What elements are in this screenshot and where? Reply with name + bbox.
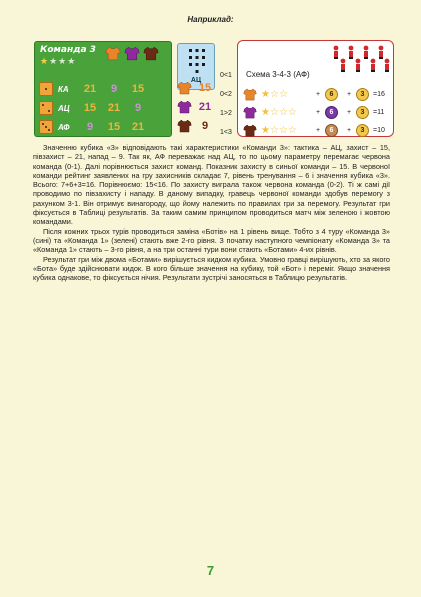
row-result: =11 <box>373 109 385 116</box>
stat-value: 15 <box>83 102 97 114</box>
brown-shirt-icon <box>243 124 257 137</box>
team-shirts <box>105 46 159 61</box>
scheme-row <box>243 122 391 139</box>
tactic-formation-icon <box>187 47 207 75</box>
ac-value: 15 <box>198 81 212 94</box>
star-outline-icon: ☆ <box>287 124 297 136</box>
comparison-text: 0<2 <box>220 91 232 98</box>
scheme-rows <box>243 86 391 140</box>
row-result: =16 <box>373 91 385 98</box>
star-empty-icon: ★ <box>67 56 76 66</box>
rating-stars <box>40 57 75 66</box>
stat-value: 9 <box>86 121 94 133</box>
stat-row-label: АЦ <box>58 103 70 113</box>
stat-value: 15 <box>107 121 121 133</box>
die-coin: 3 <box>356 124 369 137</box>
star-outline-icon: ☆ <box>278 106 288 118</box>
players-formation-icon <box>331 44 391 77</box>
star-outline-icon: ☆ <box>278 88 288 100</box>
die-three-icon <box>39 120 53 134</box>
die-coin: 3 <box>356 88 369 101</box>
comparison-column <box>220 72 232 148</box>
comparison-text: 1<3 <box>220 129 232 136</box>
team-title: Команда 3 <box>40 45 96 55</box>
star-empty-icon: ★ <box>49 56 58 66</box>
star-filled-icon: ★ <box>40 56 49 66</box>
star-outline-icon: ☆ <box>269 88 279 100</box>
stat-value: 9 <box>110 83 118 95</box>
stat-row-label: АФ <box>58 122 70 132</box>
ac-values <box>177 78 217 135</box>
star-filled-icon: ★ <box>261 124 270 136</box>
ac-row <box>177 116 217 135</box>
orange-shirt-icon <box>243 88 257 101</box>
die-two-icon <box>39 101 53 115</box>
plus-sign: + <box>346 127 352 134</box>
stat-row-label: КА <box>58 84 69 94</box>
ac-value: 21 <box>198 100 212 113</box>
team-card <box>34 41 172 137</box>
comparison-text: 0<1 <box>220 72 232 79</box>
purple-shirt-icon <box>177 100 192 114</box>
die-one-icon <box>39 82 53 96</box>
stat-row <box>39 99 169 117</box>
plus-sign: + <box>315 91 321 98</box>
paragraph: Після кожних трьох турів проводиться заміна «Ботів» на 1 рівень вище. Тобто з 4 туру «Команда 3» (сині) та «Команда 1» (зелені) стають вже 2-го рівня. З початку наступного чемпіонату «Команда 3» та «Команда 1» стають – 3-го рівня, а на три останні тури вони стають «Ботами» 4-их рівнів. <box>33 226 390 255</box>
rating-stars <box>261 108 311 118</box>
bonus-coin: 6 <box>325 124 338 137</box>
paragraph: Результат гри між двома «Ботами» вирішується кидком кубика. Умовно гравці вирішують, хто за якого «Бота» буде здійснювати кидок. В кого більше значення на кубику, той «Бот» і переміг. Якщо значення кубика однакове, то фіксується нічия. Результати зустрічі заносяться в Таблицю результатів. <box>33 254 390 283</box>
star-outline-icon: ☆ <box>287 106 297 118</box>
rating-stars <box>261 126 311 136</box>
row-result: =10 <box>373 127 385 134</box>
star-filled-icon: ★ <box>261 88 270 100</box>
paragraph: Значенню кубика «3» відповідають такі характеристики «Команди 3»: тактика – АЦ, захист – 15, півзахист – 21, напад – 9. Так як, АФ переважає над АЦ, то по цьому параметру перемагає червона команда (0-1). Далі порівнюється захист команд. Показник захисту в синьої команди – 15. В червоної команди рейтинг заявлених на гру захисників складає 7, рівень тренування – 6 і значення кубика «3». Всього: 7+6+3=16. Порівнюємо: 15<16. По захисту виграла також червона команда (0-2). Ті ж самі дії проводимо по півзахисту і нападу. В даному випадку, гравець червоної команди здобув перемогу з рахунком 3-1. Він отримує винагороду, що йому належить по правилах гри за перемогу. Результат гри фіксується в Таблиці результатів. За таким самим принципом проводиться матч між зеленою і жовтою командами. <box>33 143 390 227</box>
star-outline-icon: ☆ <box>269 124 279 136</box>
stat-row <box>39 118 169 136</box>
page-number: 7 <box>206 563 215 578</box>
scheme-title: Схема 3-4-3 (АФ) <box>246 70 310 79</box>
ac-label: АЦ <box>190 77 202 84</box>
stat-value: 21 <box>107 102 121 114</box>
plus-sign: + <box>315 127 321 134</box>
team-stat-rows <box>39 80 169 137</box>
scheme-row <box>243 104 391 121</box>
scheme-row <box>243 86 391 103</box>
plus-sign: + <box>315 109 321 116</box>
plus-sign: + <box>346 91 352 98</box>
ac-row <box>177 97 217 116</box>
star-empty-icon: ★ <box>58 56 67 66</box>
ac-row <box>177 78 217 97</box>
ac-value: 9 <box>201 119 209 132</box>
example-heading: Наприклад: <box>187 15 234 24</box>
purple-shirt-icon <box>243 106 257 119</box>
die-coin: 3 <box>356 106 369 119</box>
orange-shirt-icon <box>177 81 192 95</box>
brown-shirt-icon <box>177 119 192 133</box>
brown-shirt-icon <box>143 46 159 61</box>
star-outline-icon: ☆ <box>278 124 288 136</box>
stat-row <box>39 80 169 98</box>
bonus-coin: 6 <box>325 88 338 101</box>
rating-stars <box>261 90 311 100</box>
purple-shirt-icon <box>124 46 140 61</box>
rules-text <box>33 143 390 282</box>
stat-value: 15 <box>131 83 145 95</box>
bonus-coin: 6 <box>325 106 338 119</box>
stat-value: 21 <box>131 121 145 133</box>
orange-shirt-icon <box>105 46 121 61</box>
stat-value: 9 <box>134 102 142 114</box>
star-outline-icon: ☆ <box>269 106 279 118</box>
scheme-card <box>237 40 394 137</box>
star-filled-icon: ★ <box>261 106 270 118</box>
plus-sign: + <box>346 109 352 116</box>
comparison-text: 1>2 <box>220 110 232 117</box>
stat-value: 21 <box>83 83 97 95</box>
